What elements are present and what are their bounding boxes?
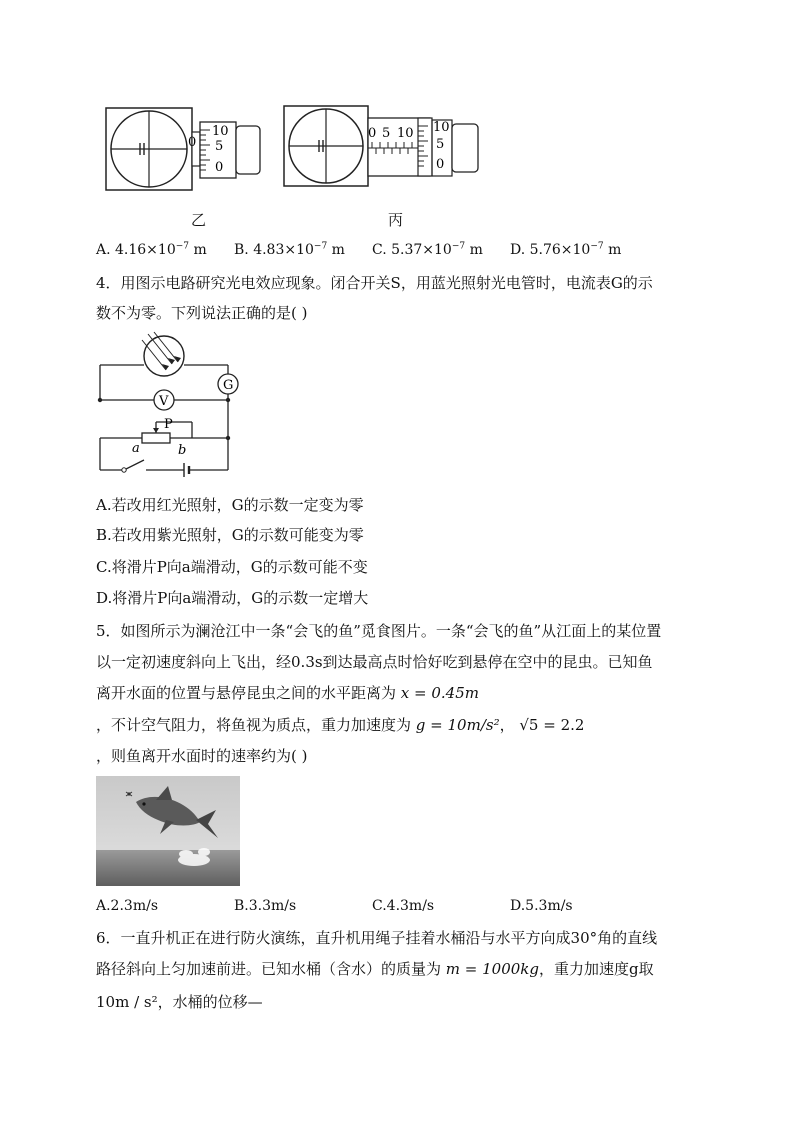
yi-scale-5: 5 [215, 139, 224, 154]
q4-option-c: C.将滑片P向a端滑动，G的示数可能不变 [96, 558, 368, 576]
q3-option-c: C. $5.37\times 10^{-7}$ m [372, 241, 483, 258]
q6-stem-line1: 6．一直升机正在进行防火演练，直升机用绳子挂着水桶沿与水平方向成30°角的直线 [96, 929, 658, 947]
q4-option-d: D.将滑片P向a端滑动，G的示数一定增大 [96, 589, 369, 607]
end-b-label: b [178, 443, 187, 458]
q5-option-a: A.2.3m/s [96, 898, 159, 914]
micrometer-bing-figure [278, 102, 488, 190]
bing-main-0: 0 [368, 126, 377, 141]
q5-stem-line2: 以一定初速度斜向上飞出，经0.3s到达最高点时恰好吃到悬停在空中的昆虫。已知鱼 [96, 653, 653, 671]
q5-option-d: D.5.3m/s [510, 898, 573, 914]
end-a-label: a [132, 441, 140, 456]
yi-scale-0: 0 [215, 160, 224, 175]
q5-option-c: C.4.3m/s [372, 898, 435, 914]
knob [236, 126, 260, 174]
q3-option-d: D. $5.76\times 10^{-7}$ m [510, 241, 622, 258]
slider-label: P [164, 417, 173, 432]
knob [452, 124, 478, 172]
galvanometer-label: G [223, 378, 234, 393]
q5-stem-line3: 离开水面的位置与悬停昆虫之间的水平距离为 x = 0.45m [96, 684, 479, 702]
bing-scale-10: 10 [433, 120, 450, 135]
bing-scale-0: 0 [436, 157, 445, 172]
q4-option-b: B.若改用紫光照射，G的示数可能变为零 [96, 526, 364, 544]
switch [126, 460, 144, 469]
yi-scale-10: 10 [212, 124, 229, 139]
phototube [144, 336, 184, 376]
q4-stem-line2: 数不为零。下列说法正确的是( ) [96, 304, 308, 322]
bing-scale-5: 5 [436, 137, 445, 152]
q5-stem-line4: ，不计空气阻力，将鱼视为质点，重力加速度为 g = 10m/s²， √5 = 2.2 [96, 716, 585, 734]
caption-yi: 乙 [191, 211, 207, 229]
q5-stem-line1: 5．如图所示为澜沧江中一条“会飞的鱼”觅食图片。一条“会飞的鱼”从江面上的某位置 [96, 622, 662, 640]
q3-option-b: B. $4.83\times 10^{-7}$ m [234, 241, 345, 258]
q4-stem-line1: 4．用图示电路研究光电效应现象。闭合开关S，用蓝光照射光电管时，电流表G的示 [96, 274, 653, 292]
q6-stem-line2: 路径斜向上匀加速前进。已知水桶（含水）的质量为 m = 1000kg，重力加速度g取 [96, 960, 654, 978]
bing-main-5: 5 [382, 126, 391, 141]
yi-main-zero: 0 [188, 135, 197, 150]
bing-main-10: 10 [397, 126, 414, 141]
rheostat [142, 433, 170, 443]
q5-stem-line5: ，则鱼离开水面时的速率约为( ) [96, 747, 308, 765]
q5-option-b: B.3.3m/s [234, 898, 297, 914]
caption-bing: 丙 [388, 211, 404, 229]
q3-option-a: A. $4.16\times 10^{-7}$ m [96, 241, 207, 258]
q6-stem-line3: 10m / s²，水桶的位移— [96, 993, 263, 1011]
voltmeter-label: V [159, 394, 169, 409]
photoelectric-circuit-diagram [92, 330, 242, 480]
flying-fish-photo [96, 776, 240, 886]
micrometer-yi-figure [100, 104, 270, 192]
q4-option-a: A.若改用红光照射，G的示数一定变为零 [96, 496, 364, 514]
